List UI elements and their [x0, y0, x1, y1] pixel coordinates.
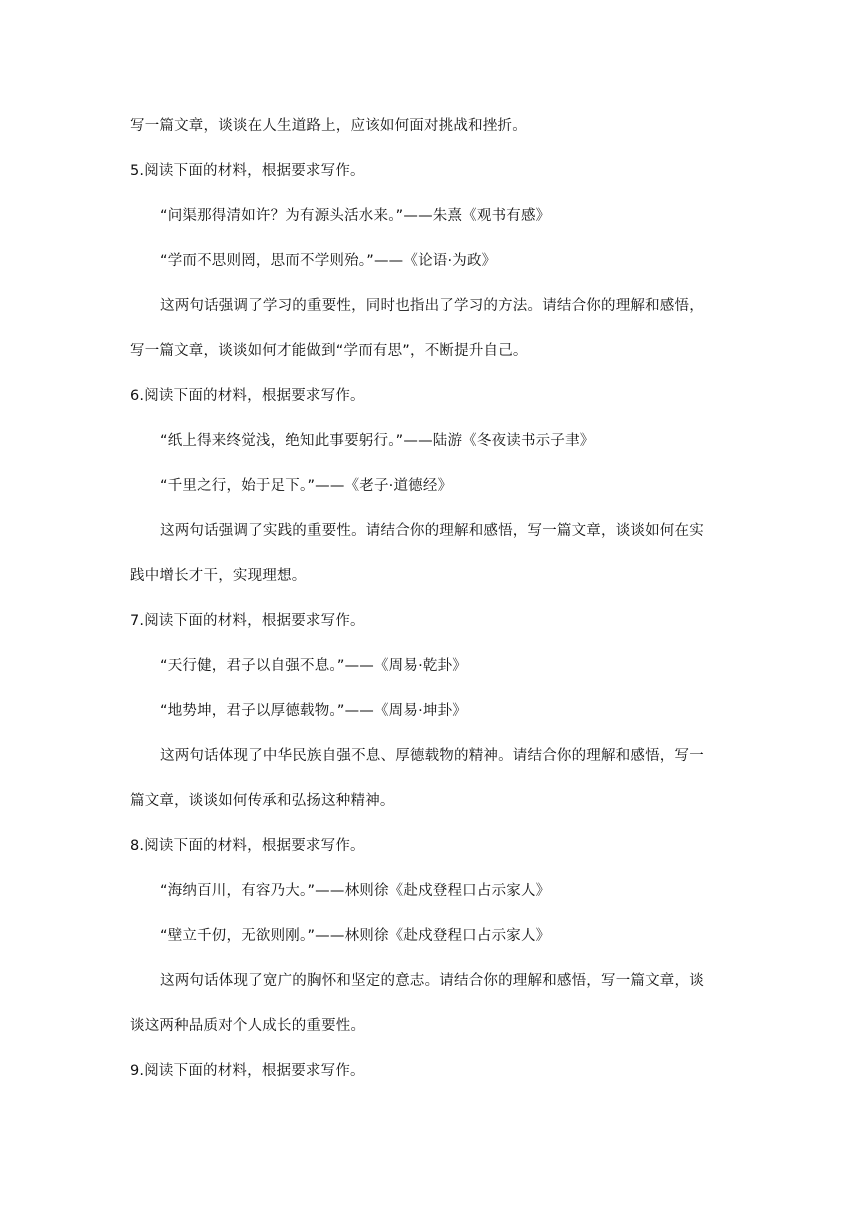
question-8-heading: 8.阅读下面的材料，根据要求写作。	[130, 838, 365, 854]
question-6-prompt-line-1: 这两句话强调了实践的重要性。请结合你的理解和感悟，写一篇文章，谈谈如何在实	[160, 523, 704, 539]
question-5-heading: 5.阅读下面的材料，根据要求写作。	[130, 163, 365, 179]
question-7-heading: 7.阅读下面的材料，根据要求写作。	[130, 613, 365, 629]
question-8-prompt-line-2: 谈这两种品质对个人成长的重要性。	[130, 1018, 366, 1034]
question-6-heading: 6.阅读下面的材料，根据要求写作。	[130, 388, 365, 404]
question-6-quote-2: “千里之行，始于足下。”——《老子·道德经》	[160, 478, 453, 494]
question-7-quote-2: “地势坤，君子以厚德载物。”——《周易·坤卦》	[160, 703, 467, 719]
question-8-prompt-line-1: 这两句话体现了宽广的胸怀和坚定的意志。请结合你的理解和感悟，写一篇文章，谈	[160, 973, 704, 989]
question-5-quote-1: “问渠那得清如许？为有源头活水来。”——朱熹《观书有感》	[160, 208, 551, 224]
question-7-prompt-line-2: 篇文章，谈谈如何传承和弘扬这种精神。	[130, 793, 395, 809]
question-5-prompt-line-1: 这两句话强调了学习的重要性，同时也指出了学习的方法。请结合你的理解和感悟，	[160, 298, 704, 314]
question-9-heading: 9.阅读下面的材料，根据要求写作。	[130, 1063, 365, 1079]
question-5-prompt-line-2: 写一篇文章，谈谈如何才能做到“学而有思”，不断提升自己。	[130, 343, 528, 359]
question-8-quote-1: “海纳百川，有容乃大。”——林则徐《赴戍登程口占示家人》	[160, 883, 551, 899]
question-7-prompt-line-1: 这两句话体现了中华民族自强不息、厚德载物的精神。请结合你的理解和感悟，写一	[160, 748, 704, 764]
question-5-quote-2: “学而不思则罔，思而不学则殆。”——《论语·为政》	[160, 253, 497, 269]
question-8-quote-2: “壁立千仞，无欲则刚。”——林则徐《赴戍登程口占示家人》	[160, 928, 551, 944]
question-6-prompt-line-2: 践中增长才干，实现理想。	[130, 568, 307, 584]
paragraph-continuation: 写一篇文章，谈谈在人生道路上，应该如何面对挑战和挫折。	[130, 118, 527, 134]
question-6-quote-1: “纸上得来终觉浅，绝知此事要躬行。”——陆游《冬夜读书示子聿》	[160, 433, 595, 449]
question-7-quote-1: “天行健，君子以自强不息。”——《周易·乾卦》	[160, 658, 467, 674]
